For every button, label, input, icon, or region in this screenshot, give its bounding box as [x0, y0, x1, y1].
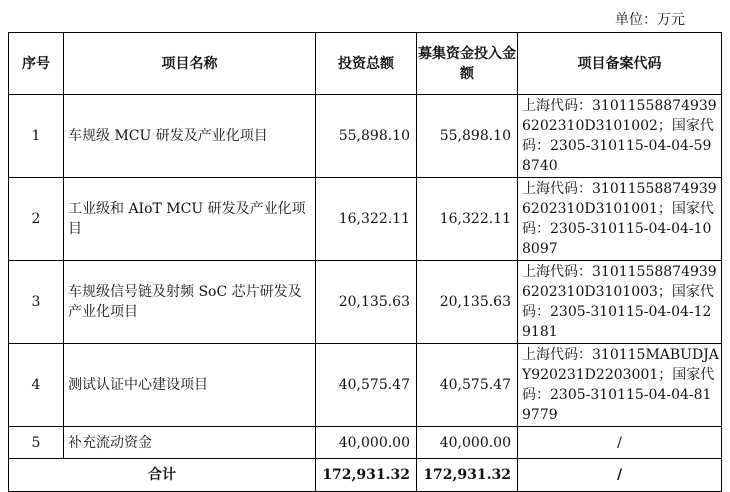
- table-header-row: [9, 33, 722, 95]
- cell-project-name: 工业级和 AIoT MCU 研发及产业化项目: [64, 178, 316, 261]
- cell-seq: 5: [9, 427, 64, 459]
- cell-project-name: 车规级信号链及射频 SoC 芯片研发及产业化项目: [64, 261, 316, 344]
- cell-total-investment: 40,575.47: [316, 344, 417, 427]
- cell-raised-funds: 40,000.00: [417, 427, 518, 459]
- header-filing-code: 项目备案代码: [518, 33, 722, 95]
- cell-filing-code: 上海代码：310115588749396202310D3101002；国家代码：2305-310115-04-04-598740: [518, 95, 722, 178]
- cell-filing-code: /: [518, 427, 722, 459]
- cell-filing-code: 上海代码：310115MABUDJAY920231D2203001；国家代码：2305-310115-04-04-819779: [518, 344, 722, 427]
- cell-seq: 4: [9, 344, 64, 427]
- cell-project-name: 补充流动资金: [64, 427, 316, 459]
- cell-filing-code: 上海代码：310115588749396202310D3101001；国家代码：2305-310115-04-04-108097: [518, 178, 722, 261]
- cell-raised-funds: 40,575.47: [417, 344, 518, 427]
- table-row: [9, 178, 722, 261]
- total-raised-sum: 172,931.32: [417, 459, 518, 492]
- header-raised-funds: 募集资金投入金额: [417, 33, 518, 95]
- header-total-investment: 投资总额: [316, 33, 417, 95]
- total-label: 合计: [9, 459, 316, 492]
- cell-raised-funds: 20,135.63: [417, 261, 518, 344]
- header-project-name: 项目名称: [64, 33, 316, 95]
- cell-total-investment: 40,000.00: [316, 427, 417, 459]
- cell-project-name: 测试认证中心建设项目: [64, 344, 316, 427]
- table-row: [9, 344, 722, 427]
- fundraising-projects-table: [8, 32, 722, 492]
- cell-project-name: 车规级 MCU 研发及产业化项目: [64, 95, 316, 178]
- cell-seq: 2: [9, 178, 64, 261]
- cell-seq: 3: [9, 261, 64, 344]
- total-investment-sum: 172,931.32: [316, 459, 417, 492]
- cell-raised-funds: 55,898.10: [417, 95, 518, 178]
- cell-total-investment: 16,322.11: [316, 178, 417, 261]
- cell-total-investment: 20,135.63: [316, 261, 417, 344]
- cell-seq: 1: [9, 95, 64, 178]
- cell-total-investment: 55,898.10: [316, 95, 417, 178]
- table-row: [9, 261, 722, 344]
- total-row: [9, 459, 722, 492]
- cell-filing-code: 上海代码：310115588749396202310D3101003；国家代码：2305-310115-04-04-129181: [518, 261, 722, 344]
- unit-label: 单位：万元: [615, 12, 685, 28]
- header-seq: 序号: [9, 33, 64, 95]
- cell-raised-funds: 16,322.11: [417, 178, 518, 261]
- total-filing-code: /: [518, 459, 722, 492]
- table-row: [9, 427, 722, 459]
- table-row: [9, 95, 722, 178]
